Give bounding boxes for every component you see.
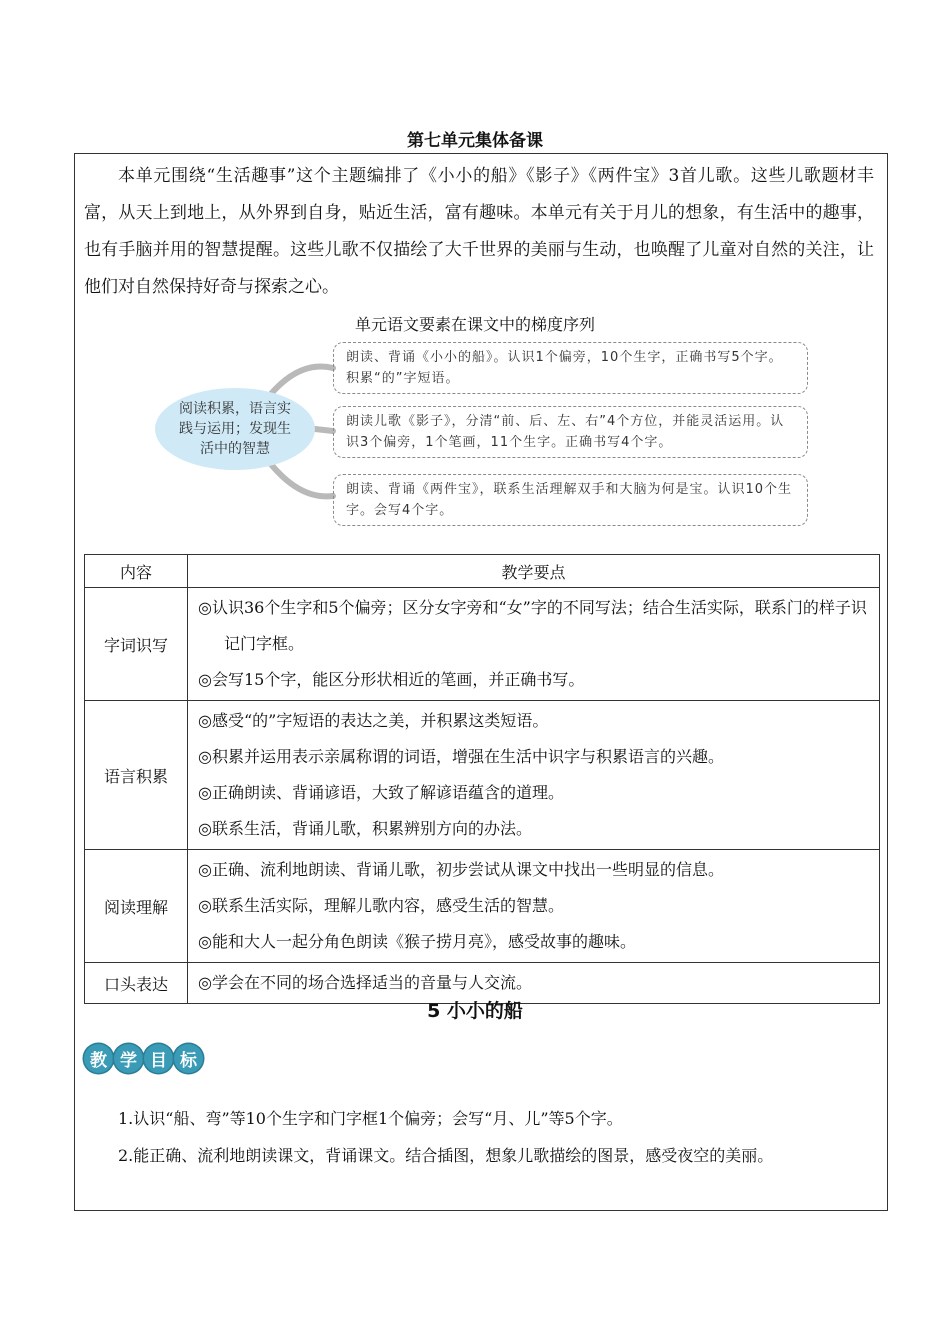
table-row bbox=[85, 701, 880, 850]
table-row bbox=[85, 588, 880, 701]
point-item: ◎会写15个字，能区分形状相近的笔画，并正确书写。 bbox=[198, 670, 585, 689]
point-item: ◎感受“的”字短语的表达之美，并积累这类短语。 bbox=[198, 711, 549, 730]
point-item: ◎联系生活，背诵儿歌，积累辨别方向的办法。 bbox=[198, 819, 532, 838]
row-category: 语言积累 bbox=[85, 701, 188, 850]
diagram-title: 单元语文要素在课文中的梯度序列 bbox=[354, 315, 595, 334]
teaching-goals-badge bbox=[84, 1044, 203, 1073]
table-header-row bbox=[85, 555, 880, 588]
point-item: ◎联系生活实际，理解儿歌内容，感受生活的智慧。 bbox=[198, 896, 564, 915]
header-content: 内容 bbox=[85, 555, 188, 588]
teaching-points-table bbox=[84, 554, 880, 1004]
point-item: ◎学会在不同的场合选择适当的音量与人交流。 bbox=[198, 973, 532, 992]
unit-title: 第七单元集体备课 bbox=[407, 131, 543, 151]
point-item: ◎正确、流利地朗读、背诵儿歌，初步尝试从课文中找出一些明显的信息。 bbox=[198, 860, 724, 879]
mindmap-hub: 阅读积累，语言实践与运用；发现生活中的智慧 bbox=[155, 388, 315, 470]
row-category: 阅读理解 bbox=[85, 850, 188, 963]
badge-char: 目 bbox=[144, 1044, 173, 1073]
objective-item: 1.认识“船、弯”等10个生字和门字框1个偏旁；会写“月、儿”等5个字。 bbox=[118, 1109, 623, 1128]
badge-char: 教 bbox=[84, 1044, 113, 1073]
mindmap-branch-lesson-2: 朗读儿歌《影子》，分清“前、后、左、右”4个方位，并能灵活运用。认识3个偏旁，1个笔画，11个生字。正确书写4个字。 bbox=[333, 406, 808, 458]
row-points bbox=[188, 588, 880, 701]
row-points bbox=[188, 701, 880, 850]
badge-char: 标 bbox=[174, 1044, 203, 1073]
point-item: ◎正确朗读、背诵谚语，大致了解谚语蕴含的道理。 bbox=[198, 783, 564, 802]
mindmap-branch-lesson-3: 朗读、背诵《两件宝》，联系生活理解双手和大脑为何是宝。认识10个生字。会写4个字。 bbox=[333, 474, 808, 526]
objective-item: 2.能正确、流利地朗读课文，背诵课文。结合插图，想象儿歌描绘的图景，感受夜空的美丽。 bbox=[118, 1146, 774, 1165]
header-teaching-points: 教学要点 bbox=[188, 555, 880, 588]
unit-intro-paragraph: 本单元围绕“生活趣事”这个主题编排了《小小的船》《影子》《两件宝》3首儿歌。这些儿歌题材丰富，从天上到地上，从外界到自身，贴近生活，富有趣味。本单元有关于月儿的想象，有生活中的趣事，也有手脑并用的智慧提醒。这些儿歌不仅描绘了大千世界的美丽与生动，也唤醒了儿童对自然的关注，让他们对自然保持好奇与探索之心。 bbox=[84, 166, 874, 297]
point-item: ◎积累并运用表示亲属称谓的词语，增强在生活中识字与积累语言的兴趣。 bbox=[198, 747, 724, 766]
point-item: ◎认识36个生字和5个偏旁；区分女字旁和“女”字的不同写法；结合生活实际，联系门的样子识记门字框。 bbox=[198, 598, 867, 653]
teaching-objectives bbox=[84, 1100, 874, 1174]
badge-char: 学 bbox=[114, 1044, 143, 1073]
row-category: 口头表达 bbox=[85, 963, 188, 1004]
table-row bbox=[85, 850, 880, 963]
mindmap-branch-lesson-1: 朗读、背诵《小小的船》。认识1个偏旁，10个生字，正确书写5个字。积累“的”字短语。 bbox=[333, 342, 808, 394]
row-category: 字词识写 bbox=[85, 588, 188, 701]
lesson-title: 5 小小的船 bbox=[427, 1000, 523, 1022]
row-points bbox=[188, 850, 880, 963]
point-item: ◎能和大人一起分角色朗读《猴子捞月亮》，感受故事的趣味。 bbox=[198, 932, 636, 951]
